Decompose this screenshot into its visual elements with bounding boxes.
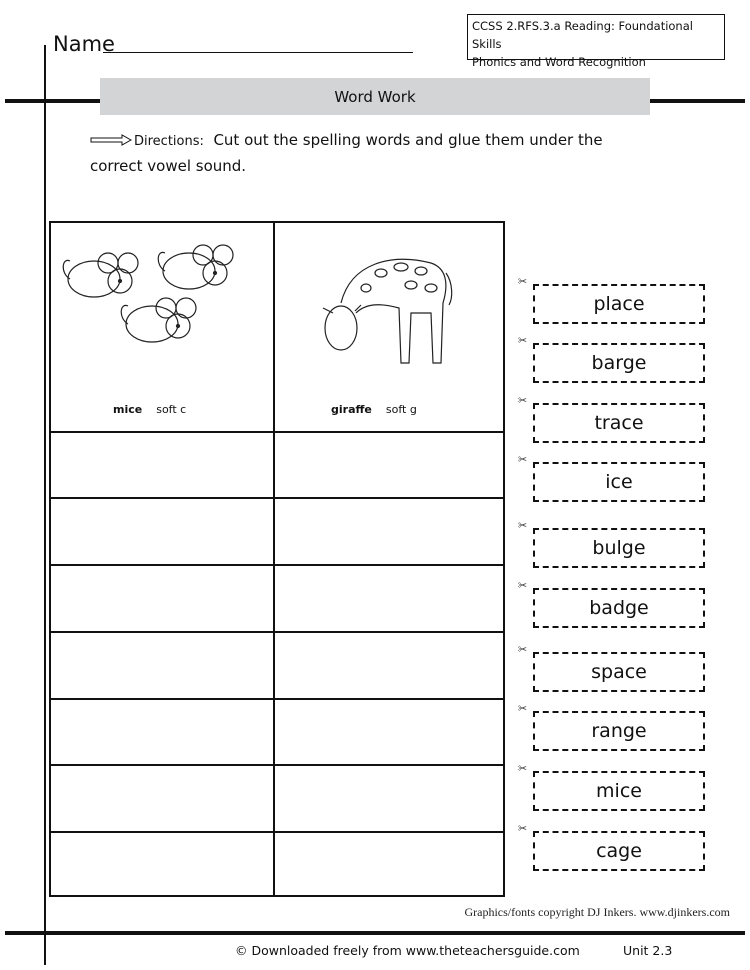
arrow-right-icon: [90, 129, 132, 153]
standard-box: [467, 14, 725, 69]
column-divider: [273, 223, 275, 895]
scissors-icon: ✂: [518, 702, 528, 715]
name-label: Name: [53, 32, 115, 56]
scissors-icon: ✂: [518, 334, 528, 347]
table-row: [51, 631, 503, 633]
word-card[interactable]: bulge: [533, 528, 705, 568]
word-card[interactable]: space: [533, 652, 705, 692]
word-card[interactable]: mice: [533, 771, 705, 811]
table-row: [51, 831, 503, 833]
word-card[interactable]: ice: [533, 462, 705, 502]
table-row: [51, 564, 503, 566]
scissors-icon: ✂: [518, 643, 528, 656]
scissors-icon: ✂: [518, 275, 528, 288]
key-word: mice: [113, 403, 143, 416]
caption-giraffe: [331, 403, 417, 416]
table-row: [51, 698, 503, 700]
word-card[interactable]: barge: [533, 343, 705, 383]
mice-picture: [56, 243, 266, 363]
footer-divider: [5, 931, 745, 935]
scissors-icon: ✂: [518, 519, 528, 532]
caption-mice: [113, 403, 186, 416]
margin-line: [44, 45, 46, 965]
directions: [90, 128, 650, 178]
download-notice: © Downloaded freely from www.theteachersguide.com: [235, 943, 580, 958]
page-title: Word Work: [100, 78, 650, 115]
unit-label: Unit 2.3: [623, 943, 673, 958]
scissors-icon: ✂: [518, 394, 528, 407]
scissors-icon: ✂: [518, 579, 528, 592]
name-blank: [103, 52, 413, 53]
sound-label: soft c: [156, 403, 187, 416]
standard-line-2: Phonics and Word Recognition: [472, 55, 646, 69]
key-word: giraffe: [331, 403, 372, 416]
scissors-icon: ✂: [518, 822, 528, 835]
graphics-credit: Graphics/fonts copyright DJ Inkers. www.djinkers.com: [464, 905, 730, 919]
word-card[interactable]: place: [533, 284, 705, 324]
sound-label: soft g: [385, 403, 417, 416]
word-card[interactable]: range: [533, 711, 705, 751]
standard-line-1: CCSS 2.RFS.3.a Reading: Foundational Skills: [472, 19, 693, 51]
word-card[interactable]: badge: [533, 588, 705, 628]
scissors-icon: ✂: [518, 762, 528, 775]
directions-label: Directions:: [134, 134, 204, 149]
scissors-icon: ✂: [518, 453, 528, 466]
table-row: [51, 431, 503, 433]
directions-text: Cut out the spelling words and glue them under the correct vowel sound.: [90, 131, 603, 175]
sorting-table: [49, 221, 505, 897]
table-row: [51, 497, 503, 499]
word-card[interactable]: trace: [533, 403, 705, 443]
word-card[interactable]: cage: [533, 831, 705, 871]
giraffe-picture: [311, 243, 461, 373]
table-row: [51, 764, 503, 766]
